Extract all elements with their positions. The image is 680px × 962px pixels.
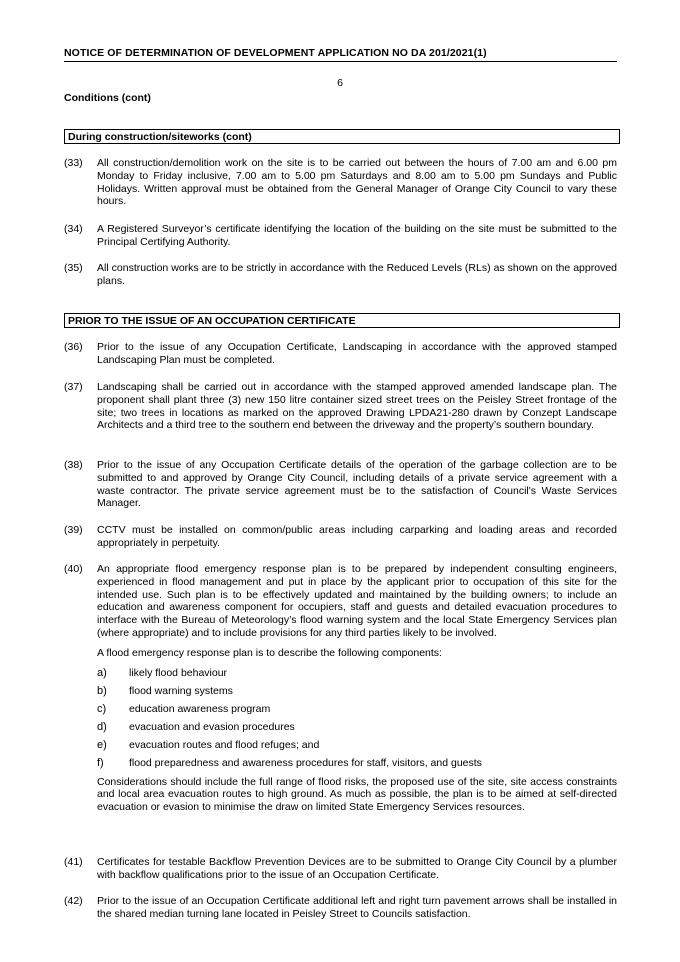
- components-closing: Considerations should include the full range of flood risks, the proposed use of the site, site access constraints and local area evacuation routes to high ground. As much as possible, the plan is to be aimed at self-directed evacuation or evasion to minimise the draw on limited State Emergency Services resources.: [97, 775, 617, 814]
- list-letter: e): [97, 738, 107, 751]
- components-list: [97, 664, 617, 772]
- condition-text: All construction works are to be strictly in accordance with the Reduced Levels (RLs) as shown on the approved plans.: [97, 262, 617, 287]
- list-item: [97, 718, 617, 736]
- condition-33: [64, 157, 617, 208]
- list-item: [97, 682, 617, 700]
- list-text: flood warning systems: [129, 684, 233, 697]
- condition-36: [64, 341, 617, 367]
- condition-42: [64, 895, 617, 921]
- condition-text: CCTV must be installed on common/public areas including carparking and loading areas and recorded appropriately in perpetuity.: [97, 524, 617, 549]
- list-text: evacuation routes and flood refuges; and: [129, 738, 320, 751]
- condition-number: (35): [64, 262, 83, 274]
- condition-number: (37): [64, 381, 83, 393]
- list-text: evacuation and evasion procedures: [129, 720, 295, 733]
- condition-number: (39): [64, 524, 83, 536]
- list-text: likely flood behaviour: [129, 666, 228, 679]
- condition-text: Prior to the issue of any Occupation Certificate details of the operation of the garbage collection are to be submitted to and approved by Orange City Council, including details of a private service agreement with a waste contractor. The private service agreement must be to the satisfaction of Council's Waste Services Manager.: [97, 459, 617, 510]
- components-intro: A flood emergency response plan is to describe the following components:: [97, 646, 442, 659]
- condition-text: Prior to the issue of an Occupation Certificate additional left and right turn pavement arrows shall be installed in the shared median turning lane located in Peisley Street to Councils satisfaction.: [97, 895, 617, 920]
- list-letter: f): [97, 756, 104, 769]
- list-item: [97, 700, 617, 718]
- condition-number: (41): [64, 856, 83, 868]
- condition-35: [64, 262, 617, 288]
- condition-37: [64, 381, 617, 432]
- condition-34: [64, 223, 617, 249]
- condition-text: Certificates for testable Backflow Prevention Devices are to be submitted to Orange City Council by a plumber with backflow qualifications prior to the issue of an Occupation Certificate.: [97, 856, 617, 881]
- condition-38: [64, 459, 617, 510]
- list-item: [97, 754, 617, 772]
- condition-text: A Registered Surveyor’s certificate identifying the location of the building on the site must be submitted to the Principal Certifying Authority.: [97, 223, 617, 248]
- list-letter: d): [97, 720, 107, 733]
- section-heading-occupation-certificate: PRIOR TO THE ISSUE OF AN OCCUPATION CERTIFICATE: [64, 313, 620, 328]
- condition-text: All construction/demolition work on the site is to be carried out between the hours of 7.00 am and 6.00 pm Monday to Friday inclusive, 7.00 am to 5.00 pm Saturdays and 8.00 am to 5.00 pm Sundays and Public Holidays. Written approval must be obtained from the General Manager of Orange City Council to vary these hours.: [97, 157, 617, 208]
- list-text: education awareness program: [129, 702, 271, 715]
- list-letter: b): [97, 684, 107, 697]
- condition-text: Landscaping shall be carried out in accordance with the stamped approved amended landscape plan. The proponent shall plant three (3) new 150 litre container sized street trees on the Peisley Street frontage of the site; two trees in locations as marked on the approved Drawing LPDA21-280 drawn by Conzept Landscape Architects and a third tree to the southern end between the driveway and the property’s southern boundary.: [97, 381, 617, 432]
- condition-number: (36): [64, 341, 83, 353]
- condition-number: (33): [64, 157, 83, 169]
- list-letter: c): [97, 702, 107, 715]
- condition-number: (42): [64, 895, 83, 907]
- condition-40: [64, 563, 617, 814]
- condition-text: An appropriate flood emergency response plan is to be prepared by independent consulting engineers, experienced in flood management and put in place by the applicant prior to occupation of this site for the intended use. Such plan is to be effectively updated and maintained by the building owners; to include an education and awareness component for occupiers, staff and guests and detailed evacuation procedures to interface with the Bureau of Meteorology’s flood warning system and the local State Emergency Services plan (where appropriate) and to include provisions for any third parties likely to be involved.: [97, 563, 617, 639]
- condition-number: (34): [64, 223, 83, 235]
- condition-text: Prior to the issue of any Occupation Certificate, Landscaping in accordance with the approved stamped Landscaping Plan must be completed.: [97, 341, 617, 366]
- condition-number: (40): [64, 563, 83, 575]
- section-heading-construction: During construction/siteworks (cont): [64, 129, 620, 144]
- page-number: 6: [337, 77, 343, 89]
- list-item: [97, 664, 617, 682]
- conditions-subheading: Conditions (cont): [64, 92, 151, 104]
- condition-41: [64, 856, 617, 882]
- list-item: [97, 736, 617, 754]
- list-text: flood preparedness and awareness procedures for staff, visitors, and guests: [129, 756, 482, 769]
- list-letter: a): [97, 666, 107, 679]
- condition-number: (38): [64, 459, 83, 471]
- condition-39: [64, 524, 617, 550]
- document-header-title: NOTICE OF DETERMINATION OF DEVELOPMENT APPLICATION NO DA 201/2021(1): [64, 47, 617, 62]
